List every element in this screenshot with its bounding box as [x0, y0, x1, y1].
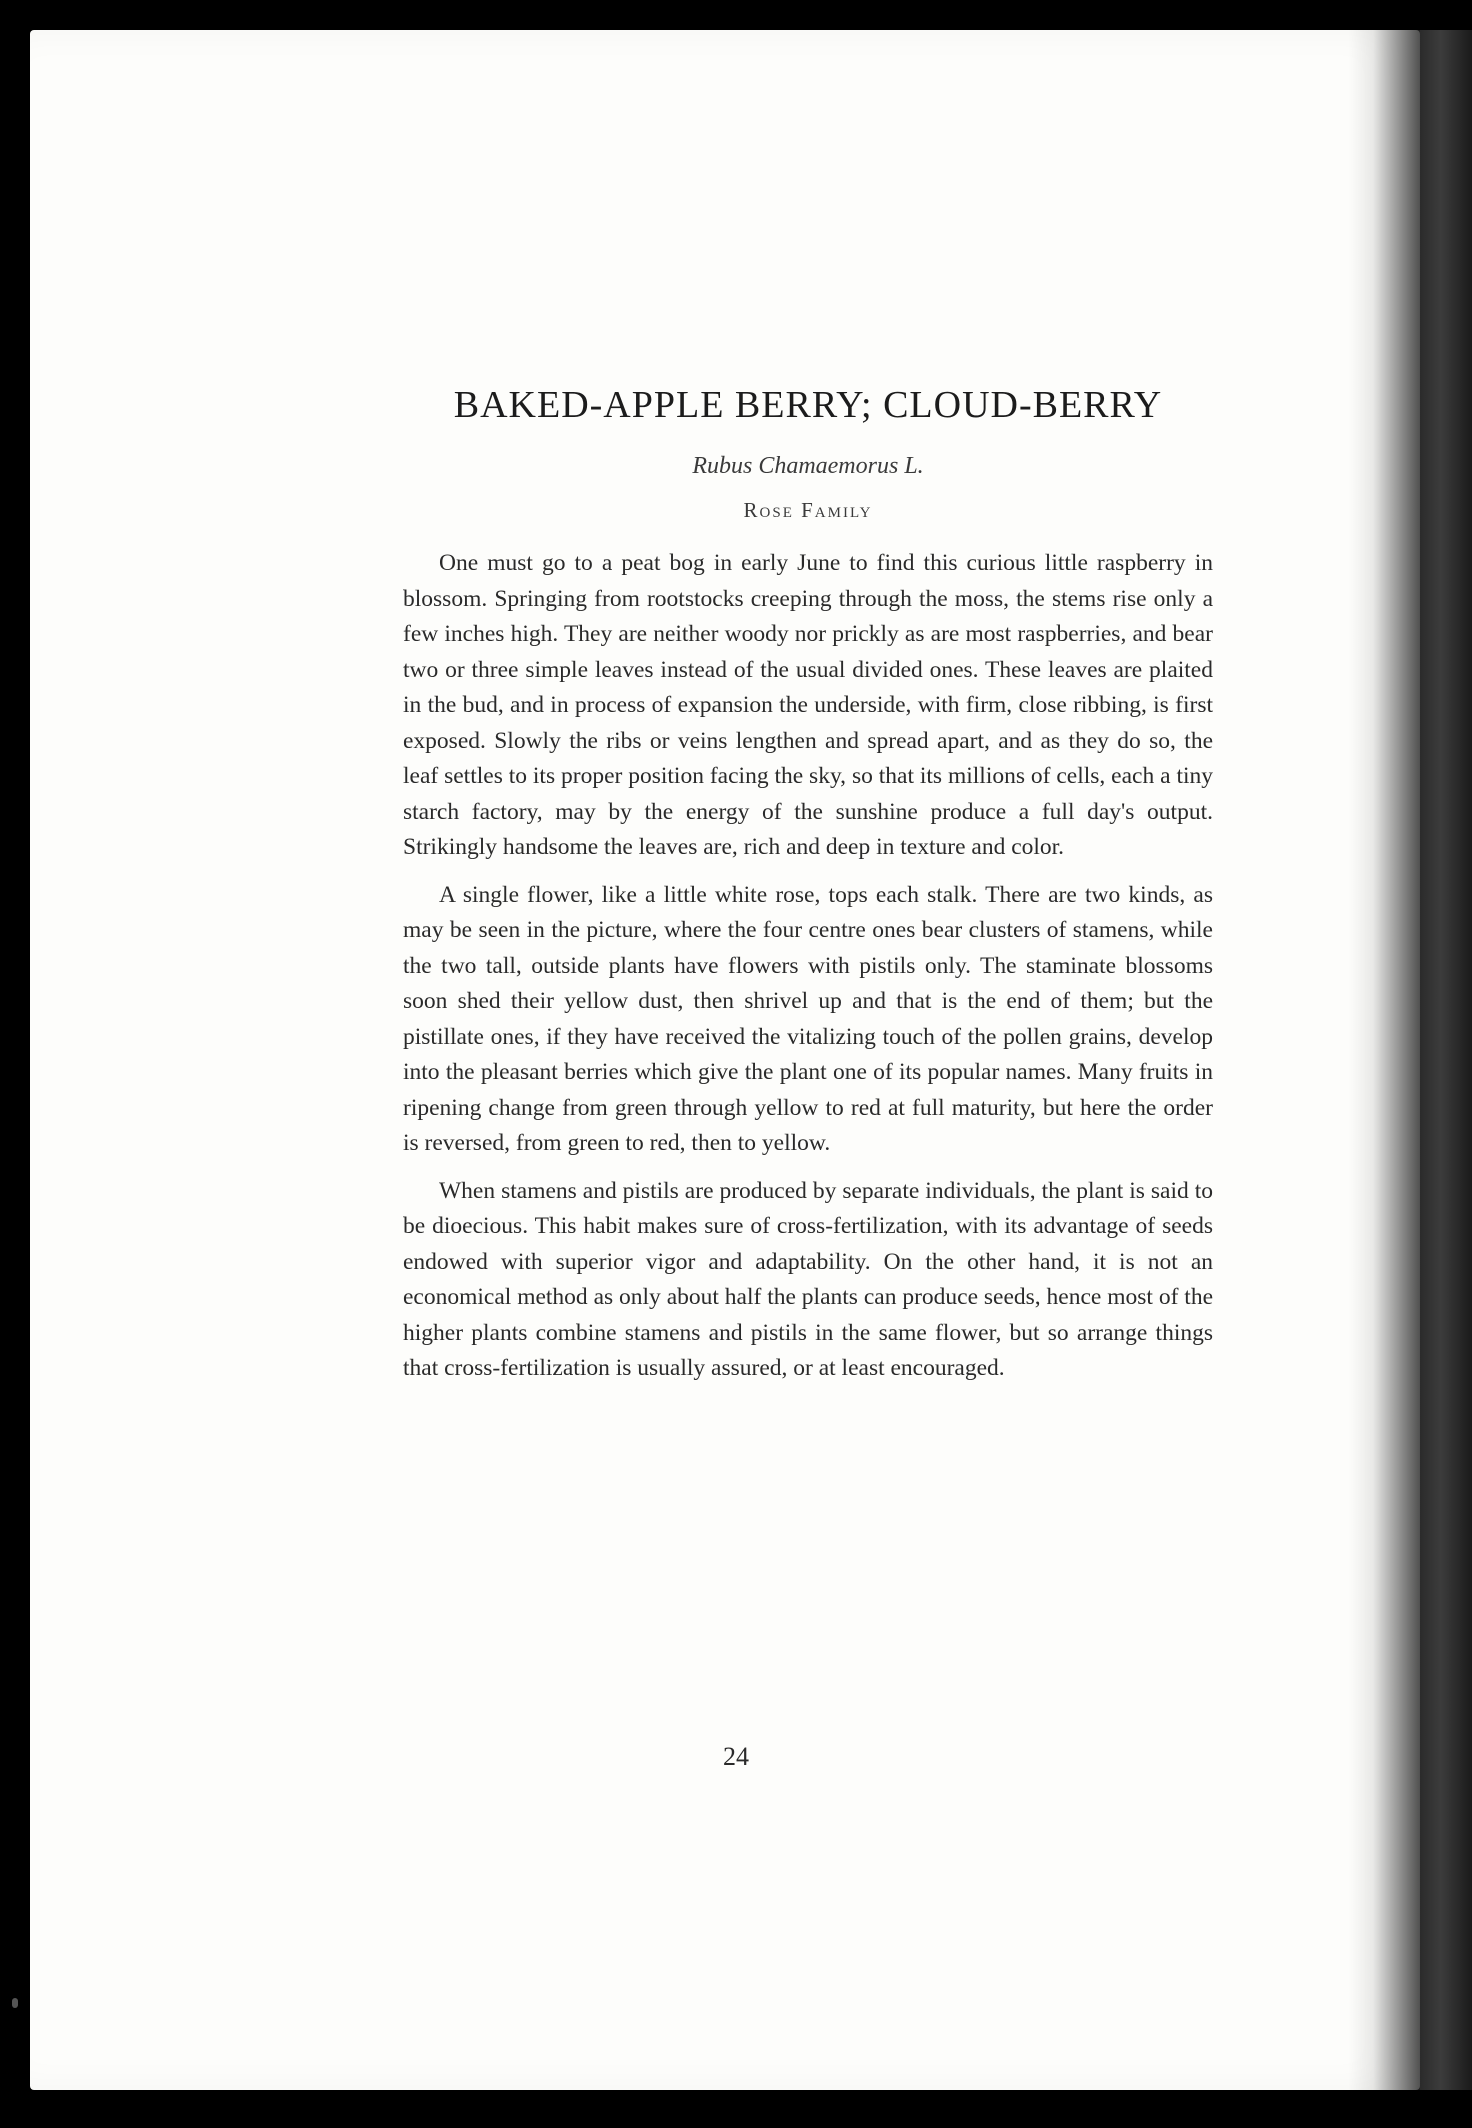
body-text: [403, 546, 1213, 1387]
paragraph-3: When stamens and pistils are produced by separate individuals, the plant is said to be dioecious. This habit makes sure of cross-fertilization, with its advantage of seeds endowed with superior vigor and adaptability. On the other hand, it is not an economical method as only about half the plants can produce seeds, hence most of the higher plants combine stamens and pistils in the same flower, but so arrange things that cross-fertilization is usually assured, or at least encouraged.: [403, 1177, 1213, 1381]
page-number: 24: [723, 1742, 749, 1771]
page-content: [403, 380, 1213, 1399]
next-page-edge: [1420, 30, 1472, 2090]
page-title: BAKED-APPLE BERRY; CLOUD-BERRY: [453, 384, 1163, 426]
paragraph-1: One must go to a peat bog in early June to find this curious little raspberry in blossom. Springing from rootstocks creeping through the moss, the stems rise only a few inches high. They are neither woody nor prickly as are most raspberries, and bear two or three simple leaves instead of the usual divided ones. These leaves are plaited in the bud, and in process of expansion the underside, with firm, close ribbing, is first exposed. Slowly the ribs or veins lengthen and spread apart, and as they do so, the leaf settles to its proper position facing the sky, so that its millions of cells, each a tiny starch factory, may by the energy of the sunshine produce a full day's output. Strikingly handsome the leaves are, rich and deep in texture and color.: [403, 550, 1213, 860]
scan-artifact: [12, 1998, 18, 2008]
paragraph-2: A single flower, like a little white rose, tops each stalk. There are two kinds, as may be seen in the picture, where the four centre ones bear clusters of stamens, while the two tall, outside plants have flowers with pistils only. The staminate blossoms soon shed their yellow dust, then shrivel up and that is the end of them; but the pistillate ones, if they have received the vitalizing touch of the pollen grains, develop into the pleasant berries which give the plant one of its popular names. Many fruits in ripening change from green through yellow to red at full maturity, but here the order is reversed, from green to red, then to yellow.: [403, 881, 1213, 1156]
family-name: Rose Family: [743, 498, 873, 522]
spine-shadow: [1348, 30, 1420, 2090]
latin-name: Rubus Chamaemorus L.: [692, 453, 924, 479]
